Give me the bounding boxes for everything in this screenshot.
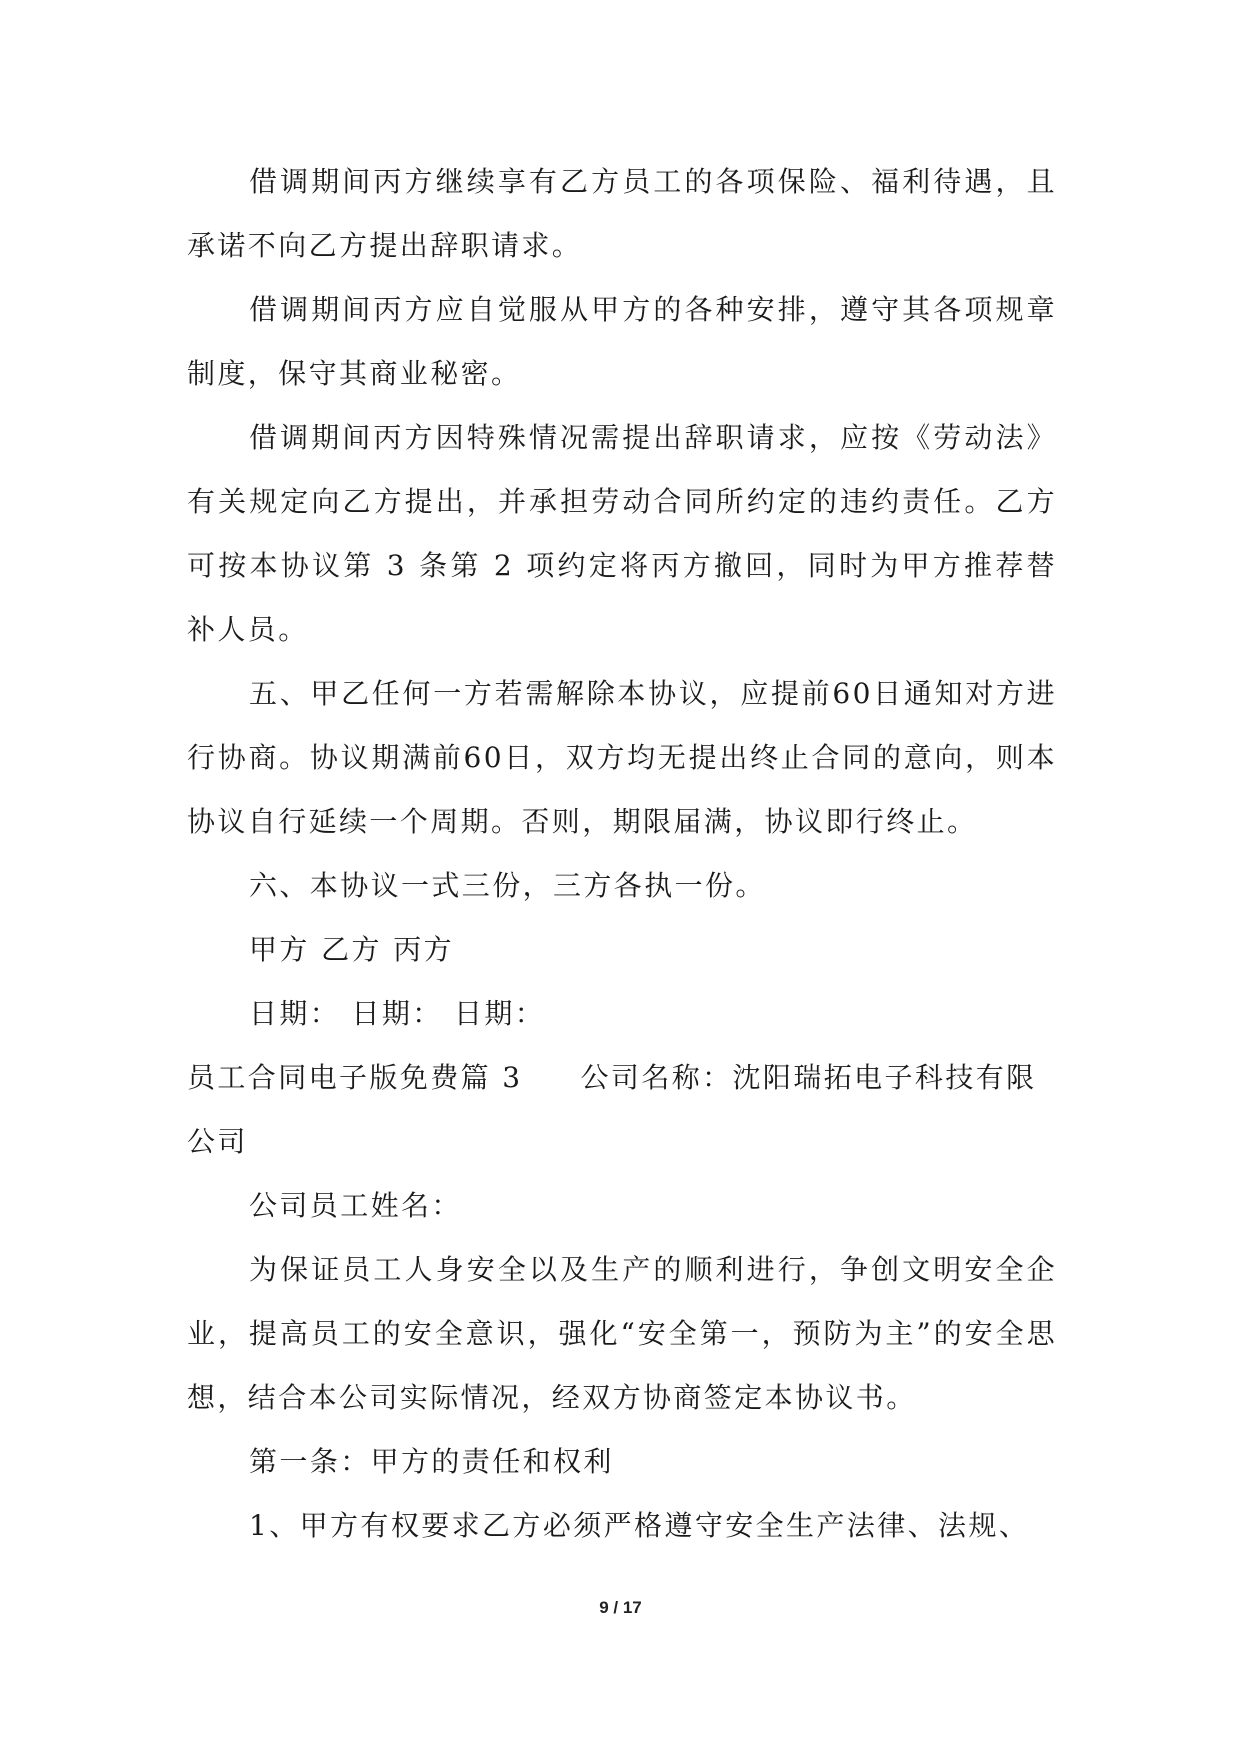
article-one-item-1: 1、甲方有权要求乙方必须严格遵守安全生产法律、法规、 — [249, 1509, 1030, 1542]
paragraph-insurance: 借调期间丙方继续享有乙方员工的各项保险、福利待遇，且承诺不向乙方提出辞职请求。 — [187, 165, 1057, 262]
paragraph-copies: 六、本协议一式三份，三方各执一份。 — [249, 869, 766, 902]
signature-parties: 甲方 乙方 丙方 — [249, 933, 455, 966]
page-number: 9 / 17 — [599, 1598, 642, 1617]
document-body — [187, 150, 1057, 1558]
paragraph-resignation: 借调期间丙方因特殊情况需提出辞职请求，应按《劳动法》有关规定向乙方提出，并承担劳动合同所约定的违约责任。乙方可按本协议第 3 条第 2 项约定将丙方撤回，同时为甲方推荐替补人员。 — [187, 421, 1057, 646]
company-name-line: 公司名称：沈阳瑞拓电子科技有限公司 — [187, 1061, 1037, 1158]
paragraph-obey-arrangements: 借调期间丙方应自觉服从甲方的各种安排，遵守其各项规章制度，保守其商业秘密。 — [187, 293, 1057, 390]
paragraph-termination: 五、甲乙任何一方若需解除本协议，应提前60日通知对方进行协商。协议期满前60日，双方均无提出终止合同的意向，则本协议自行延续一个周期。否则，期限届满，协议即行终止。 — [187, 677, 1057, 838]
signature-dates: 日期： 日期： 日期： — [249, 997, 546, 1030]
paragraph-purpose: 为保证员工人身安全以及生产的顺利进行，争创文明安全企业，提高员工的安全意识，强化“安全第一，预防为主”的安全思想，结合本公司实际情况，经双方协商签定本协议书。 — [187, 1253, 1057, 1414]
article-one-heading: 第一条：甲方的责任和权利 — [249, 1445, 614, 1478]
section-title: 员工合同电子版免费篇 3 — [187, 1061, 523, 1094]
employee-name-field: 公司员工姓名： — [249, 1189, 462, 1222]
section-heading — [187, 1046, 1057, 1174]
